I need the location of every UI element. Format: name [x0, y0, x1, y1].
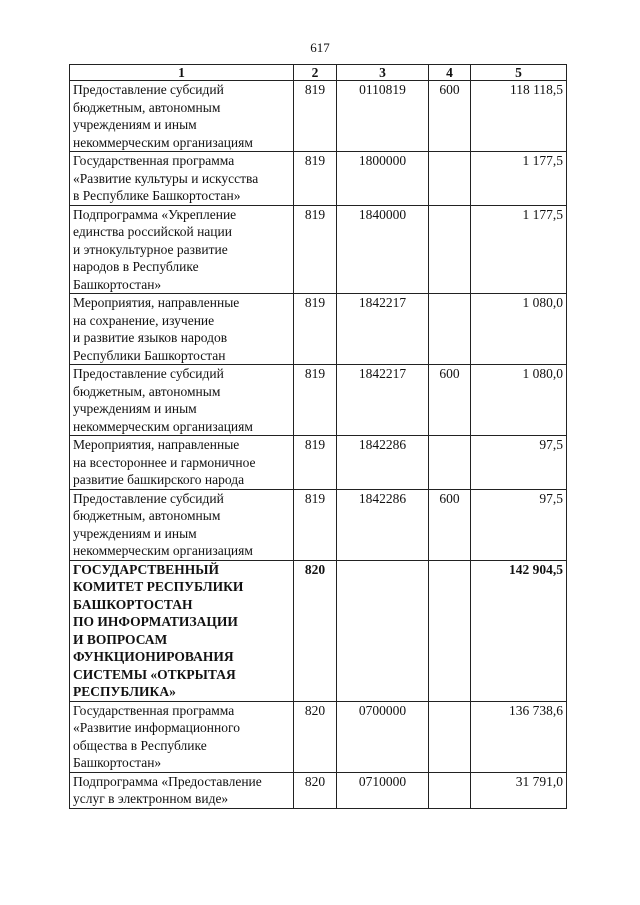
- table-row: [70, 152, 567, 206]
- row-name-line: Башкортостан»: [73, 276, 162, 292]
- row-name-line: на всестороннее и гармоничное: [73, 454, 256, 470]
- row-expense-type: [429, 560, 471, 701]
- row-name-line: развитие башкирского народа: [73, 472, 245, 487]
- row-target-code: 1800000: [337, 152, 429, 206]
- row-name-line: Государственная программа: [73, 153, 235, 168]
- row-name: [70, 772, 294, 808]
- row-name-line: Мероприятия, направленные: [73, 295, 240, 310]
- row-amount: 1 177,5: [471, 152, 567, 206]
- table-header-row: [70, 65, 567, 81]
- row-ministry-code: 819: [294, 489, 337, 560]
- row-ministry-code: 819: [294, 436, 337, 490]
- row-name-line: Предоставление субсидий: [73, 490, 224, 506]
- row-name-line: БАШКОРТОСТАН: [73, 596, 193, 612]
- row-amount: 97,5: [471, 436, 567, 490]
- row-name-line: учреждениям и иным: [73, 525, 197, 541]
- table-row: [70, 772, 567, 808]
- table-row: [70, 81, 567, 152]
- row-amount: 136 738,6: [471, 701, 567, 772]
- row-target-code: 1842217: [337, 294, 429, 365]
- row-ministry-code: 819: [294, 294, 337, 365]
- row-name: [70, 701, 294, 772]
- row-expense-type: [429, 294, 471, 365]
- row-name-line: Республики Башкортостан: [73, 347, 226, 363]
- row-ministry-code: 819: [294, 205, 337, 294]
- row-amount: 31 791,0: [471, 772, 567, 808]
- row-name: [70, 365, 294, 436]
- row-name-line: бюджетным, автономным: [73, 383, 221, 399]
- row-target-code: 0710000: [337, 772, 429, 808]
- row-name-line: КОМИТЕТ РЕСПУБЛИКИ: [73, 579, 244, 594]
- table-row: [70, 205, 567, 294]
- row-ministry-code: 819: [294, 152, 337, 206]
- column-header-2: 2: [294, 65, 337, 81]
- row-name-line: бюджетным, автономным: [73, 99, 221, 115]
- row-expense-type: [429, 772, 471, 808]
- row-name-line: и этнокультурное развитие: [73, 241, 228, 257]
- row-expense-type: [429, 701, 471, 772]
- row-target-code: 1840000: [337, 205, 429, 294]
- row-name: [70, 152, 294, 206]
- row-name-line: «Развитие информационного: [73, 720, 240, 735]
- table-row: [70, 560, 567, 701]
- row-ministry-code: 819: [294, 81, 337, 152]
- table-row: [70, 701, 567, 772]
- row-target-code: 1842286: [337, 436, 429, 490]
- row-name-line: ПО ИНФОРМАТИЗАЦИИ: [73, 614, 238, 629]
- row-name: [70, 294, 294, 365]
- row-name-line: СИСТЕМЫ «ОТКРЫТАЯ: [73, 666, 236, 682]
- row-ministry-code: 820: [294, 560, 337, 701]
- row-name-line: в Республике Башкортостан»: [73, 188, 241, 203]
- row-ministry-code: 820: [294, 772, 337, 808]
- table-row: [70, 436, 567, 490]
- row-name-line: и развитие языков народов: [73, 330, 228, 345]
- row-amount: 118 118,5: [471, 81, 567, 152]
- row-target-code: 1842217: [337, 365, 429, 436]
- row-name-line: Государственная программа: [73, 702, 235, 718]
- column-header-5: 5: [471, 65, 567, 81]
- row-amount: 1 080,0: [471, 294, 567, 365]
- row-name-line: Подпрограмма «Укрепление: [73, 206, 237, 222]
- row-name-line: некоммерческим организациям: [73, 418, 253, 434]
- row-target-code: 0700000: [337, 701, 429, 772]
- row-name-line: Предоставление субсидий: [73, 82, 224, 97]
- column-header-1: 1: [70, 65, 294, 81]
- row-name-line: И ВОПРОСАМ: [73, 631, 168, 647]
- row-name: [70, 81, 294, 152]
- row-name: [70, 560, 294, 701]
- row-target-code: 1842286: [337, 489, 429, 560]
- row-expense-type: [429, 205, 471, 294]
- row-ministry-code: 819: [294, 365, 337, 436]
- column-header-3: 3: [337, 65, 429, 81]
- row-name-line: бюджетным, автономным: [73, 508, 221, 523]
- row-expense-type: 600: [429, 365, 471, 436]
- row-amount: 97,5: [471, 489, 567, 560]
- row-name: [70, 205, 294, 294]
- row-name-line: общества в Республике: [73, 737, 207, 753]
- row-expense-type: [429, 436, 471, 490]
- row-name-line: некоммерческим организациям: [73, 543, 253, 558]
- row-name-line: «Развитие культуры и искусства: [73, 170, 259, 186]
- row-amount: 142 904,5: [471, 560, 567, 701]
- row-name-line: услуг в электронном виде»: [73, 791, 229, 806]
- row-name-line: Башкортостан»: [73, 755, 162, 770]
- column-header-4: 4: [429, 65, 471, 81]
- row-name-line: единства российской нации: [73, 224, 232, 239]
- row-name-line: народов в Республике: [73, 259, 199, 274]
- row-target-code: [337, 560, 429, 701]
- row-amount: 1 177,5: [471, 205, 567, 294]
- row-expense-type: 600: [429, 81, 471, 152]
- row-amount: 1 080,0: [471, 365, 567, 436]
- row-expense-type: [429, 152, 471, 206]
- row-target-code: 0110819: [337, 81, 429, 152]
- row-name-line: на сохранение, изучение: [73, 312, 215, 328]
- row-ministry-code: 820: [294, 701, 337, 772]
- table-row: [70, 365, 567, 436]
- row-name-line: некоммерческим организациям: [73, 134, 253, 150]
- row-name-line: РЕСПУБЛИКА»: [73, 684, 176, 699]
- table-row: [70, 294, 567, 365]
- row-name-line: учреждениям и иным: [73, 117, 197, 132]
- budget-table: [69, 64, 567, 809]
- row-expense-type: 600: [429, 489, 471, 560]
- row-name: [70, 436, 294, 490]
- row-name-line: ФУНКЦИОНИРОВАНИЯ: [73, 649, 234, 664]
- row-name-line: ГОСУДАРСТВЕННЫЙ: [73, 561, 220, 577]
- page-number: 617: [310, 40, 330, 55]
- row-name: [70, 489, 294, 560]
- row-name-line: Подпрограмма «Предоставление: [73, 773, 262, 789]
- row-name-line: Мероприятия, направленные: [73, 437, 240, 452]
- table-row: [70, 489, 567, 560]
- row-name-line: Предоставление субсидий: [73, 366, 224, 381]
- row-name-line: учреждениям и иным: [73, 401, 197, 416]
